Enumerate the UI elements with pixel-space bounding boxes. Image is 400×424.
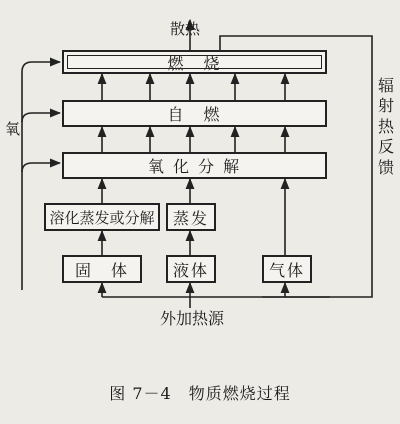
self-ignition-label: 自 燃 bbox=[167, 105, 222, 124]
liquid-box bbox=[166, 255, 216, 283]
radiant-heat-feedback-label: 辐射热反馈 bbox=[377, 76, 394, 177]
evaporation-box bbox=[166, 203, 216, 231]
self-ignition-box bbox=[62, 100, 327, 127]
gas-label: 气体 bbox=[268, 260, 305, 280]
melt-evaporate-decompose-box bbox=[44, 203, 160, 231]
heat-dissipation-label: 散热 bbox=[170, 20, 201, 38]
burning-label: 燃 烧 bbox=[167, 53, 222, 73]
oxygen-to-oxidation-arrow bbox=[22, 163, 60, 172]
oxidative-decomposition-box bbox=[62, 152, 327, 179]
burning-box bbox=[62, 50, 327, 74]
oxygen-to-burning-arrow bbox=[22, 62, 60, 290]
oxygen-to-self-ignition-arrow bbox=[22, 113, 60, 122]
liquid-label: 液体 bbox=[172, 260, 209, 280]
solid-box bbox=[62, 255, 142, 283]
gas-box bbox=[262, 255, 312, 283]
solid-label: 固 体 bbox=[74, 260, 129, 280]
external-heat-source-label: 外加热源 bbox=[160, 309, 225, 328]
evaporation-label: 蒸发 bbox=[172, 208, 209, 228]
oxygen-label: 氧 bbox=[5, 120, 21, 138]
oxidative-decomposition-label: 氧 化 分 解 bbox=[147, 157, 242, 176]
melt-evaporate-decompose-label: 溶化蒸发或分解 bbox=[49, 208, 155, 227]
figure-caption: 图 7－4 物质燃烧过程 bbox=[109, 384, 291, 403]
